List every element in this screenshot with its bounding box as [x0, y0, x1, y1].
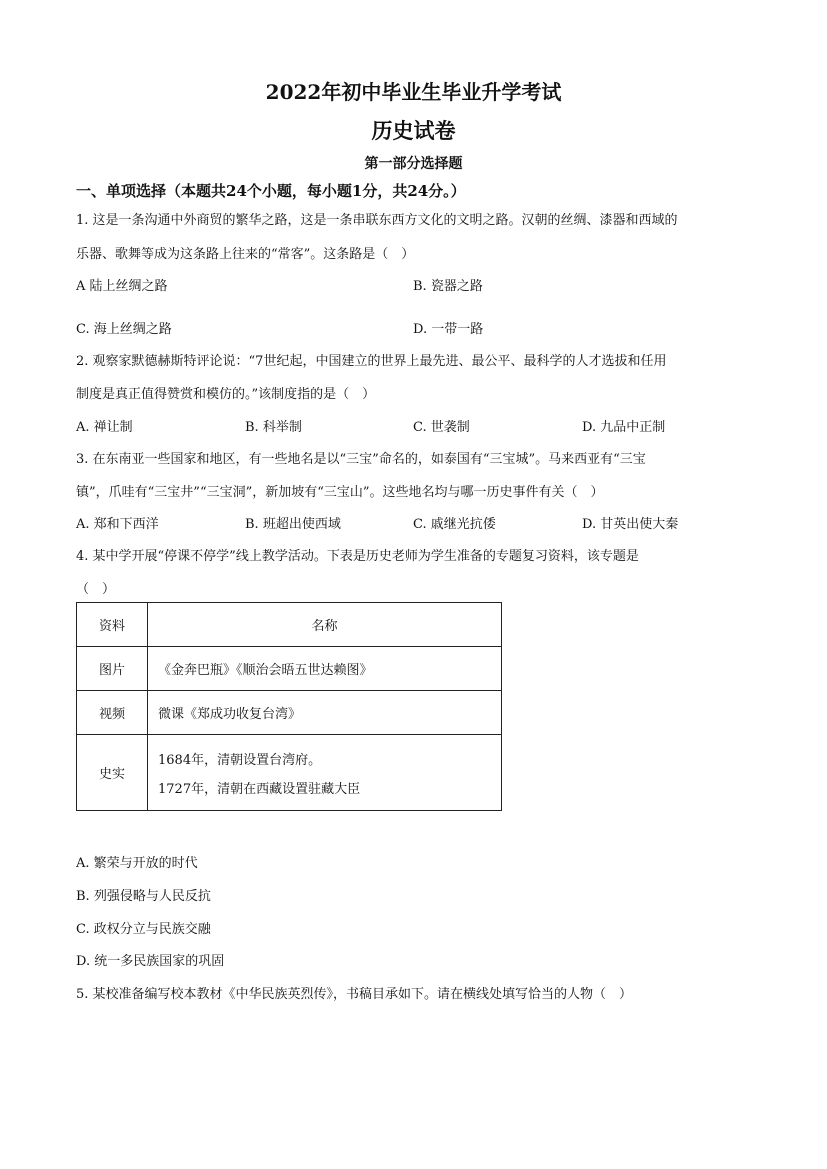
q4-option-a[interactable]: A. 繁荣与开放的时代	[76, 856, 198, 871]
table-header-row	[77, 603, 502, 647]
q4-option-d[interactable]: D. 统一多民族国家的巩固	[76, 954, 225, 969]
table-cell-fact-2: 1727年，清朝在西藏设置驻藏大臣	[158, 781, 361, 797]
exam-title: 2022年初中毕业生毕业升学考试	[265, 80, 562, 104]
exam-subject: 历史试卷	[371, 118, 456, 143]
table-cell-name	[148, 735, 502, 811]
q1-option-d[interactable]: D. 一带一路	[413, 322, 484, 337]
table-header-name: 名称	[148, 603, 502, 647]
q1-stem-line1: 1. 这是一条沟通中外商贸的繁华之路，这是一条串联东西方文化的文明之路。汉朝的丝绸、漆器和西域的	[76, 213, 678, 228]
table-cell-type: 图片	[77, 647, 148, 691]
table-cell-name: 微课《郑成功收复台湾》	[148, 691, 502, 735]
q5-stem-line1: 5. 某校准备编写校本教材《中华民族英烈传》，书稿目承如下。请在横线处填写恰当的人物（ ）	[76, 987, 633, 1002]
q3-stem-line1: 3. 在东南亚一些国家和地区，有一些地名是以“三宝”命名的，如泰国有“三宝城”。马来西亚有“三宝	[76, 452, 646, 467]
table-cell-name: 《金奔巴瓶》《顺治会晤五世达赖图》	[148, 647, 502, 691]
q4-stem-line2: （ ）	[76, 582, 116, 597]
q1-option-c[interactable]: C. 海上丝绸之路	[76, 322, 172, 337]
q1-option-b[interactable]: B. 瓷器之路	[413, 279, 483, 294]
q2-option-c[interactable]: C. 世袭制	[413, 420, 470, 435]
table-header-type: 资料	[77, 603, 148, 647]
table-row	[77, 647, 502, 691]
q1-stem-line2: 乐器、歌舞等成为这条路上往来的“常客”。这条路是（ ）	[76, 247, 415, 262]
reference-table	[76, 602, 502, 811]
q3-option-a[interactable]: A. 郑和下西洋	[76, 517, 159, 532]
q3-option-b[interactable]: B. 班超出使西域	[245, 517, 341, 532]
table-cell-type: 史实	[77, 735, 148, 811]
q2-option-b[interactable]: B. 科举制	[245, 420, 302, 435]
q4-option-b[interactable]: B. 列强侵略与人民反抗	[76, 889, 211, 904]
part-title: 第一部分选择题	[364, 156, 463, 172]
table-row	[77, 691, 502, 735]
q3-option-c[interactable]: C. 戚继光抗倭	[413, 517, 496, 532]
q4-stem-line1: 4. 某中学开展“停课不停学”线上教学活动。下表是历史老师为学生准备的专题复习资料，该专题是	[76, 549, 639, 564]
q3-stem-line2: 镇”，爪哇有“三宝井”“三宝洞”，新加坡有“三宝山”。这些地名均与哪一历史事件有关（ ）	[76, 485, 604, 500]
q4-option-c[interactable]: C. 政权分立与民族交融	[76, 922, 211, 937]
q2-stem-line2: 制度是真正值得赞赏和模仿的。”该制度指的是（ ）	[76, 387, 376, 402]
table-cell-type: 视频	[77, 691, 148, 735]
q2-option-d[interactable]: D. 九品中正制	[582, 420, 666, 435]
q3-option-d[interactable]: D. 甘英出使大秦	[582, 517, 679, 532]
q2-stem-line1: 2. 观察家默德赫斯特评论说：“7世纪起，中国建立的世界上最先进、最公平、最科学的人才选拔和任用	[76, 354, 667, 369]
section-heading: 一、单项选择（本题共24个小题，每小题1分，共24分。）	[76, 182, 466, 200]
table-cell-fact-1: 1684年，清朝设置台湾府。	[158, 752, 322, 768]
q1-option-a[interactable]: A 陆上丝绸之路	[76, 279, 168, 294]
q2-option-a[interactable]: A. 禅让制	[76, 420, 133, 435]
table-row	[77, 735, 502, 811]
